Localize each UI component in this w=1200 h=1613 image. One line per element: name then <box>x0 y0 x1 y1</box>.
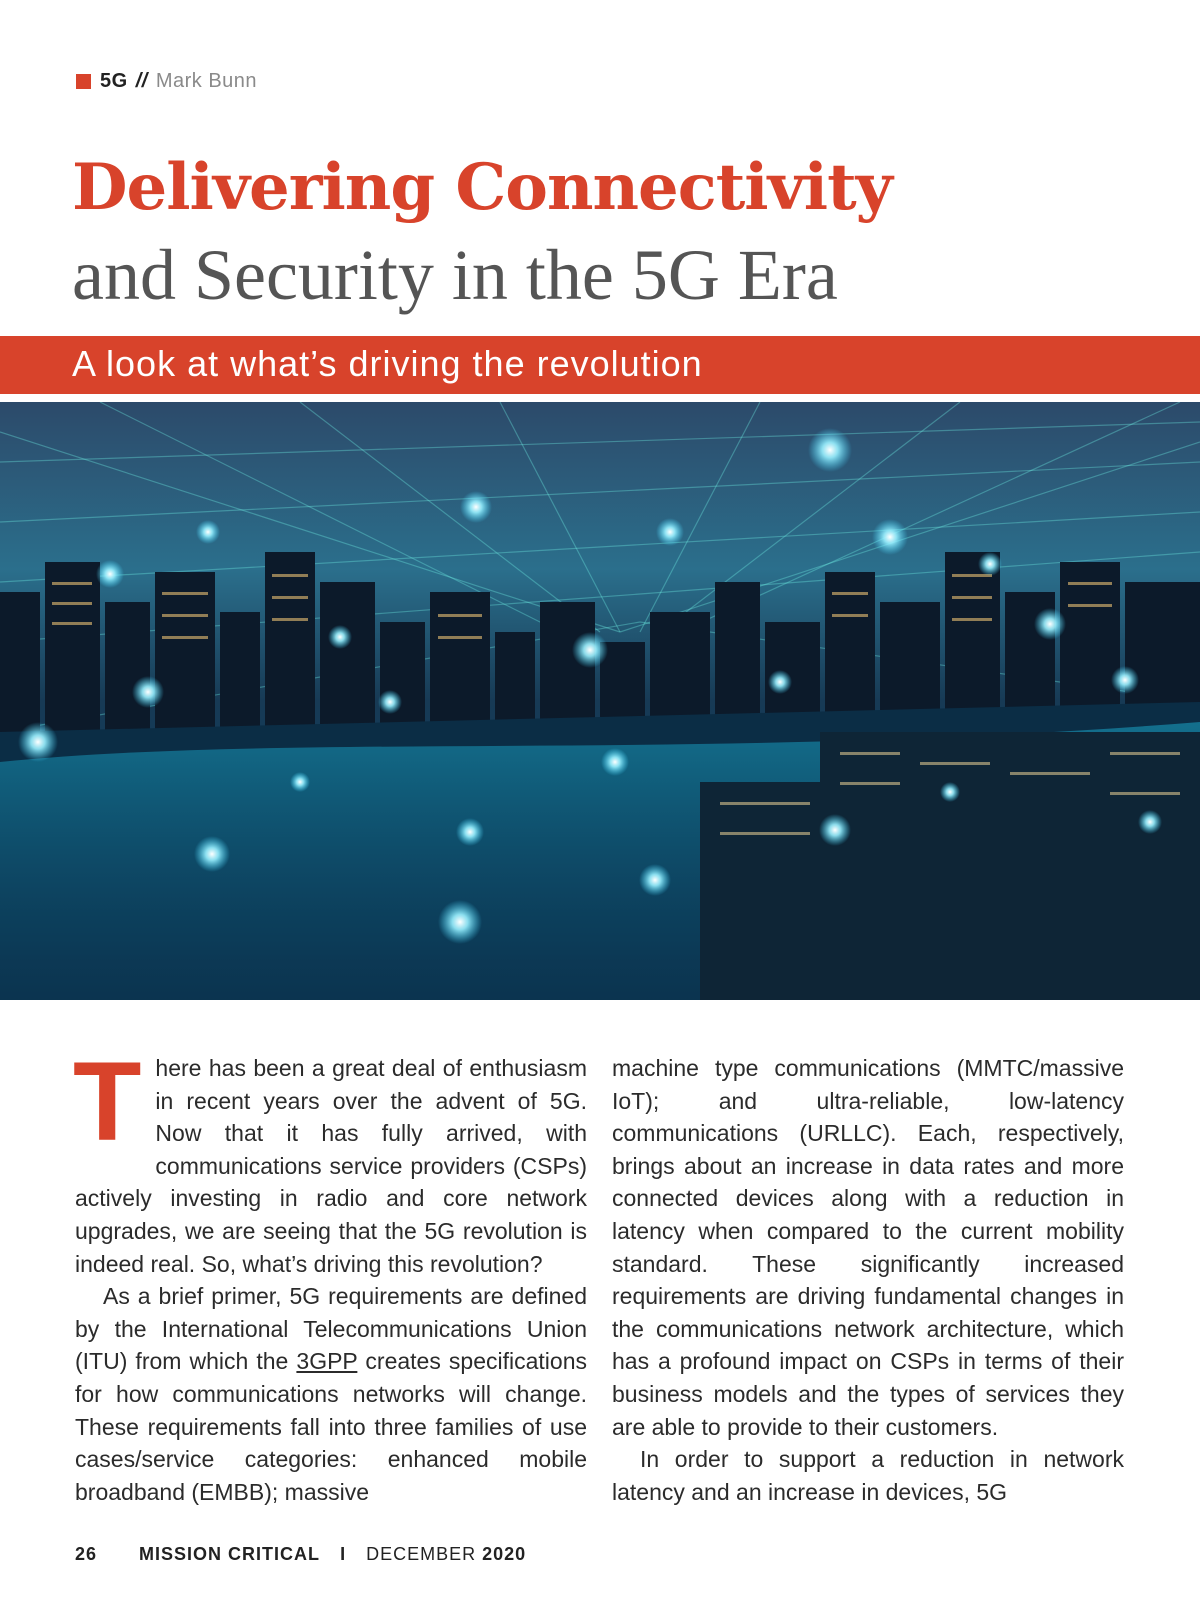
subtitle: A look at what’s driving the revolution <box>72 343 703 384</box>
author-name: Mark Bunn <box>155 70 258 92</box>
subtitle-band <box>0 336 1200 396</box>
article-kicker <box>76 70 257 93</box>
section-marker-icon <box>76 74 91 89</box>
paragraph-intro <box>73 1039 587 1280</box>
magazine-name: MISSION CRITICAL <box>139 1544 321 1564</box>
primer-text-end: creates specifications for how communications networks will change. These requirements fall into three families of use cases/service categories: enhanced mobile broadband (EMBB); massive <box>75 1348 587 1505</box>
article-column-left <box>73 1039 587 1508</box>
footer-divider: I <box>340 1544 347 1564</box>
issue-year: 2020 <box>482 1544 527 1564</box>
headline-line-1: Delivering Connectivity <box>72 150 892 225</box>
section-label: 5G <box>100 70 128 92</box>
kicker-separator: // <box>135 70 148 92</box>
city-network-photo <box>0 402 1200 1000</box>
paragraph-continued: machine type communications (MMTC/massive IoT); and ultra-reliable, low-latency communications (URLLC). Each, respectively, brings about an increase in data rates and more connected devices along with a reduction in latency when compared to the current mobility standard. These significantly increased requirements are driving fundamental changes in the communications network architecture, which has a profound impact on CSPs in terms of their business models and the types of services they are able to provide to their customers. <box>612 1055 1124 1440</box>
paragraph-primer <box>75 1280 587 1508</box>
drop-cap: T <box>73 1039 142 1164</box>
article-column-right <box>612 1052 1124 1508</box>
page-number: 26 <box>75 1544 98 1564</box>
paragraph-intro-text: here has been a great deal of enthusiasm in recent years over the advent of 5G. Now that it has fully arrived, with communications service providers (CSPs) actively investing in radio and core network upgrades, we are seeing that the 5G revolution is indeed real. So, what’s driving this revolution? <box>75 1055 587 1277</box>
page-footer <box>75 1544 526 1565</box>
issue-month: DECEMBER <box>366 1544 477 1564</box>
3gpp-link[interactable]: 3GPP <box>296 1348 358 1375</box>
headline-line-2: and Security in the 5G Era <box>72 235 838 315</box>
subtitle-band-rule <box>0 390 1200 394</box>
primer-text-start: As a brief primer, 5G requirements are defined by the International Telecommunications Union (ITU) from which the <box>75 1283 587 1375</box>
paragraph-latency: In order to support a reduction in network latency and an increase in devices, 5G <box>612 1446 1124 1505</box>
